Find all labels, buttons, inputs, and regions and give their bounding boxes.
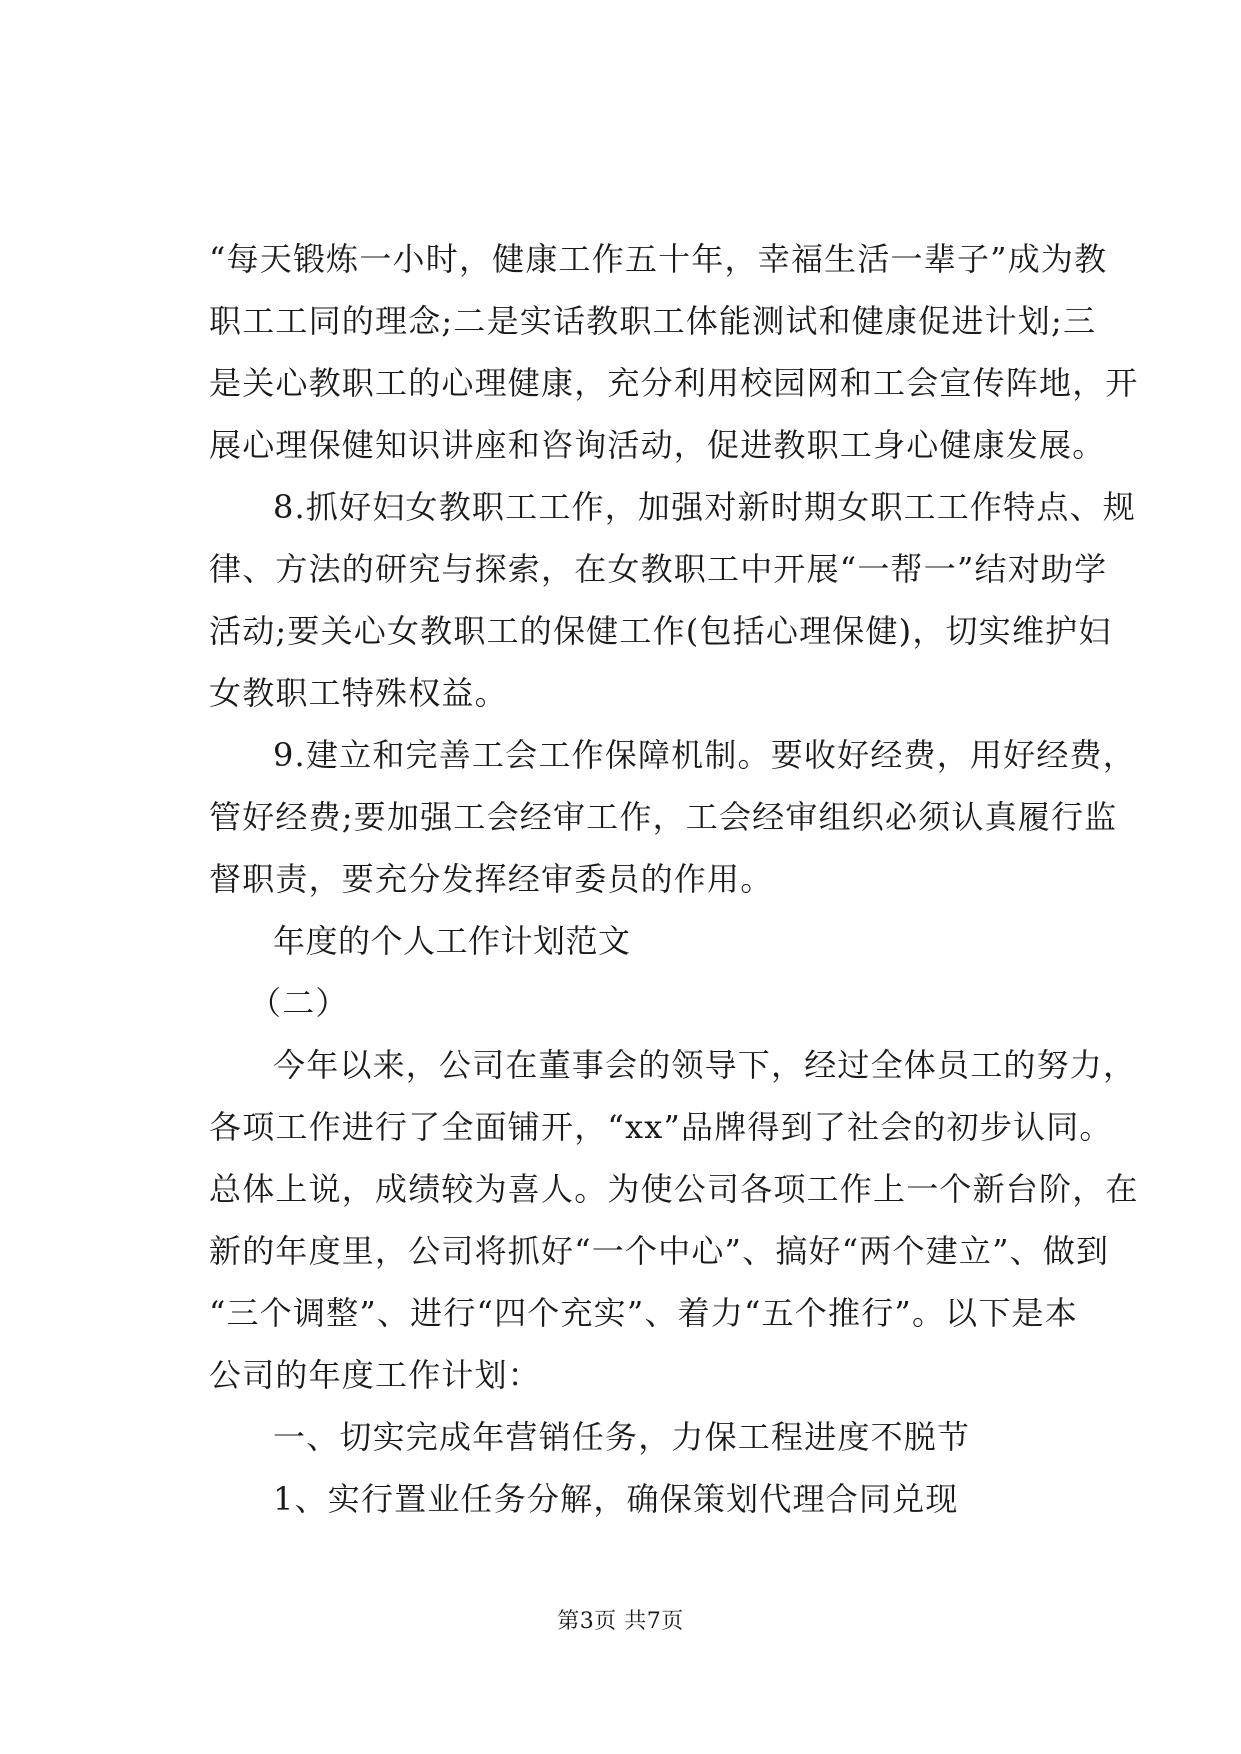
paragraph-line: 展心理保健知识讲座和咨询活动，促进教职工身心健康发展。 [209, 426, 1106, 464]
paragraph-line: 各项工作进行了全面铺开，“xx”品牌得到了社会的初步认同。 [209, 1108, 1113, 1146]
paragraph-line: 9.建立和完善工会工作保障机制。要收好经费，用好经费， [273, 736, 1136, 774]
paragraph-line: 督职责，要充分发挥经审委员的作用。 [209, 860, 774, 898]
paragraph-line: 8.抓好妇女教职工工作，加强对新时期女职工工作特点、规 [273, 488, 1136, 526]
paragraph-line: 管好经费;要加强工会经审工作，工会经审组织必须认真履行监 [209, 798, 1118, 836]
section-subtitle: （二） [249, 984, 349, 1022]
paragraph-line: 活动;要关心女教职工的保健工作(包括心理保健)，切实维护妇 [209, 612, 1112, 650]
page-footer: 第3页 共7页 [557, 1609, 684, 1634]
paragraph-line: 女教职工特殊权益。 [209, 674, 508, 712]
paragraph-line: 总体上说，成绩较为喜人。为使公司各项工作上一个新台阶，在 [209, 1170, 1139, 1208]
heading-line: 一、切实完成年营销任务，力保工程进度不脱节 [273, 1418, 971, 1456]
paragraph-line: 是关心教职工的心理健康，充分利用校园网和工会宣传阵地，开 [209, 364, 1139, 402]
paragraph-line: 今年以来，公司在董事会的领导下，经过全体员工的努力， [273, 1046, 1137, 1084]
paragraph-line: 职工工同的理念;二是实话教职工体能测试和健康促进计划;三 [209, 302, 1097, 340]
paragraph-line: “每天锻炼一小时，健康工作五十年，幸福生活一辈子”成为教 [209, 240, 1108, 278]
paragraph-line: 新的年度里，公司将抓好“一个中心”、搞好“两个建立”、做到 [209, 1232, 1110, 1270]
document-body [209, 228, 1139, 1530]
section-title: 年度的个人工作计划范文 [273, 922, 631, 960]
paragraph-line: 律、方法的研究与探索，在女教职工中开展“一帮一”结对助学 [209, 550, 1108, 588]
paragraph-line: “三个调整”、进行“四个充实”、着力“五个推行”。以下是本 [209, 1294, 1078, 1332]
paragraph-line: 公司的年度工作计划： [209, 1356, 542, 1394]
heading-line: 1、实行置业任务分解，确保策划代理合同兑现 [273, 1480, 959, 1518]
